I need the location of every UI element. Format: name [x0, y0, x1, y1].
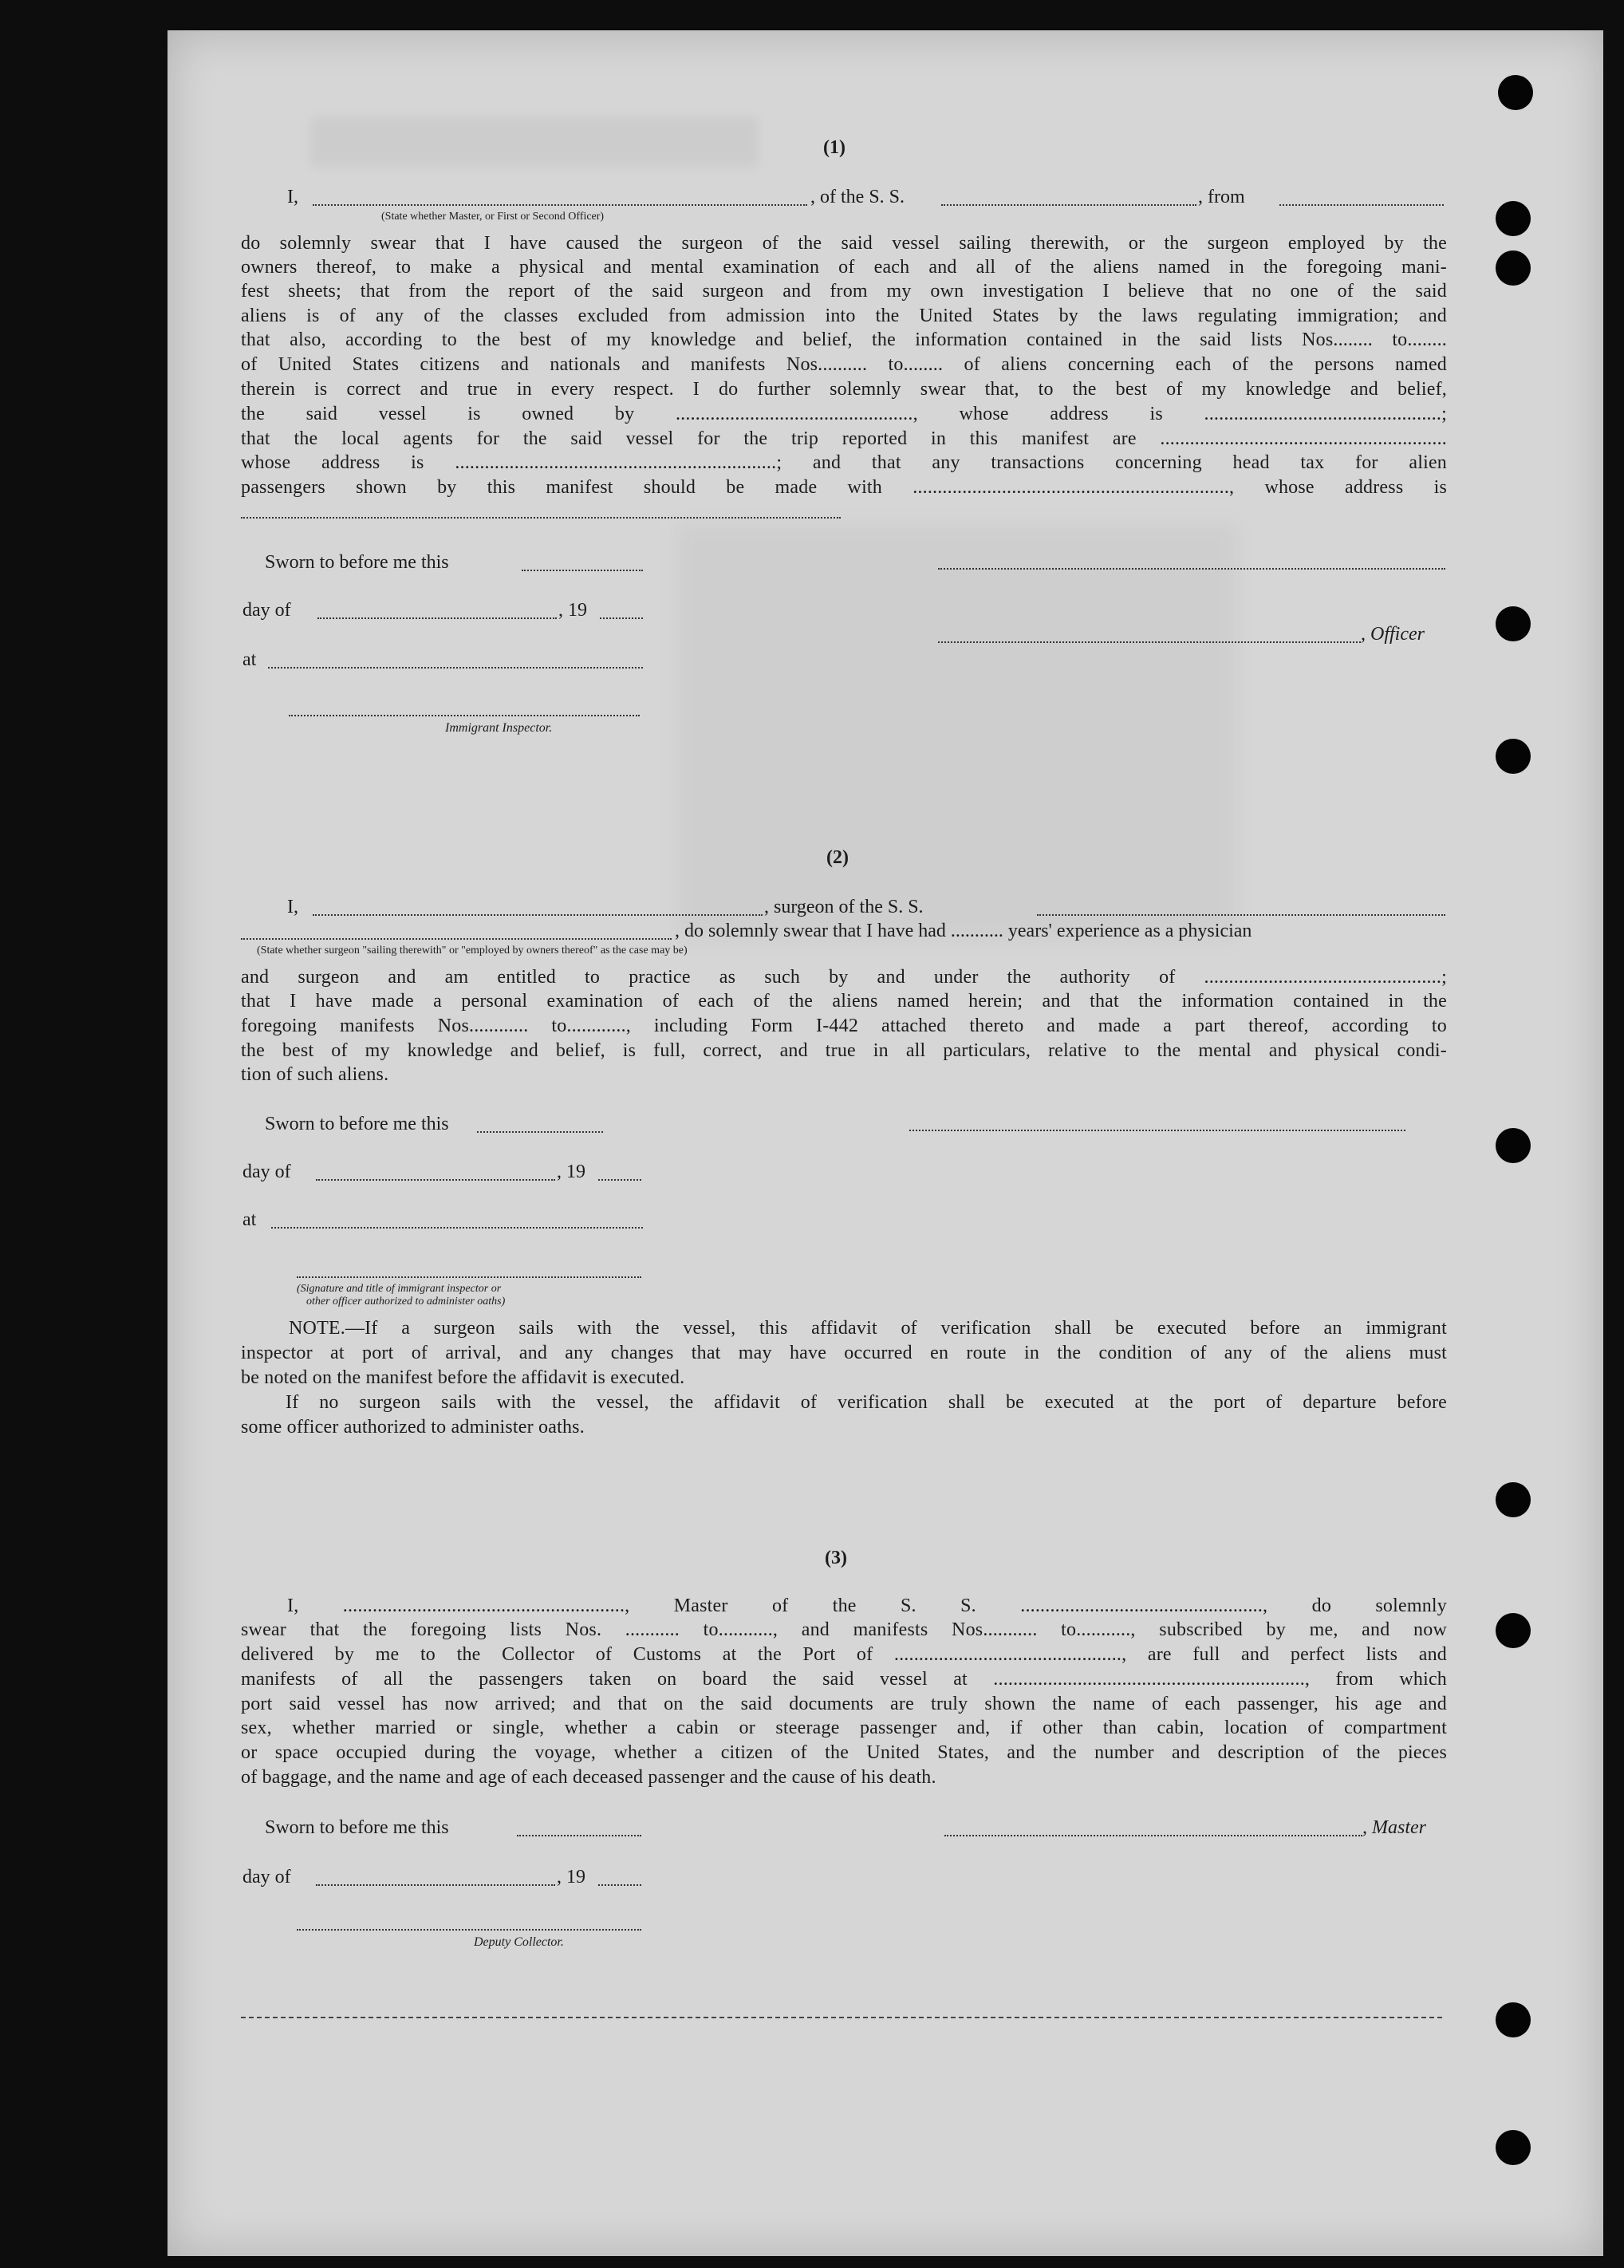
- paragraph-line: sex, whether married or single, whether a cabin or steerage passenger and, if other than cabin, location of compartment: [241, 1718, 1447, 1738]
- paragraph-line: of baggage, and the name and age of each deceased passenger and the cause of his death.: [241, 1767, 936, 1788]
- punch-hole: [1496, 2002, 1531, 2037]
- at-blank-1: [268, 667, 643, 669]
- day-of-blank-3: [316, 1884, 555, 1886]
- paragraph-line: that also, according to the best of my knowledge and belief, the information contained in the said lists Nos........ to........: [241, 329, 1447, 350]
- year-label-3: , 19: [557, 1867, 585, 1887]
- officer-signature-blank: [938, 568, 1445, 570]
- master-label: , Master: [1362, 1817, 1426, 1838]
- day-of-blank-1: [317, 617, 557, 619]
- paragraph-line: or space occupied during the voyage, whether a citizen of the United States, and the number and description of the pieces: [241, 1742, 1447, 1763]
- punch-hole: [1496, 1128, 1531, 1163]
- sworn-date-blank-2: [477, 1131, 603, 1133]
- section-2-surgeon-of-ss: , surgeon of the S. S.: [764, 897, 924, 917]
- deputy-collector-caption: Deputy Collector.: [474, 1935, 564, 1949]
- section-1-of-ss: , of the S. S.: [810, 187, 905, 207]
- note-line: NOTE.—If a surgeon sails with the vessel, this affidavit of verification shall be executed before an immigrant: [289, 1318, 1447, 1339]
- signature-caption-line-1: (Signature and title of immigrant inspector or: [297, 1283, 502, 1295]
- punch-hole: [1496, 2130, 1531, 2165]
- day-of-label-1: day of: [242, 600, 291, 621]
- section-2-i: I,: [287, 897, 298, 917]
- note-line: If no surgeon sails with the vessel, the affidavit of verification shall be executed at the port of departure before: [286, 1392, 1447, 1413]
- paragraph-line: owners thereof, to make a physical and mental examination of each and all of the aliens named in the foregoing mani-: [241, 257, 1447, 278]
- paragraph-line: passengers shown by this manifest should be made with ................................................................, whose address is: [241, 477, 1447, 498]
- section-1-from: , from: [1198, 187, 1245, 207]
- paragraph-line: port said vessel has now arrived; and that on the said documents are truly shown the name of each passenger, his age and: [241, 1694, 1447, 1714]
- officer-title-blank: [938, 641, 1361, 643]
- punch-hole: [1496, 1613, 1531, 1648]
- at-blank-2: [271, 1227, 643, 1229]
- paragraph-line: of United States citizens and nationals and manifests Nos.......... to........ of aliens concerning each of the persons named: [241, 354, 1447, 375]
- punch-hole: [1496, 739, 1531, 774]
- note-line: be noted on the manifest before the affidavit is executed.: [241, 1367, 685, 1388]
- punch-hole: [1496, 250, 1531, 286]
- year-blank-1: [600, 617, 643, 619]
- surgeon-signature-blank: [909, 1130, 1405, 1131]
- paragraph-line: tion of such aliens.: [241, 1064, 389, 1085]
- bottom-rule: [241, 2017, 1442, 2018]
- paragraph-line: the said vessel is owned by ................................................, whose address is ................................................;: [241, 404, 1447, 424]
- section-1-number: (1): [823, 137, 846, 158]
- at-label-2: at: [242, 1209, 257, 1230]
- signature-caption-line-2: other officer authorized to administer oaths): [306, 1296, 506, 1308]
- punch-hole: [1498, 75, 1533, 110]
- year-blank-2: [598, 1179, 641, 1181]
- bleed-through-shading: [678, 525, 1236, 940]
- paragraph-line: manifests of all the passengers taken on board the said vessel at ..............................................................., from which: [241, 1669, 1447, 1690]
- year-label-2: , 19: [557, 1162, 585, 1182]
- paragraph-line: do solemnly swear that I have caused the surgeon of the said vessel sailing therewith, or the surgeon employed by the: [241, 233, 1447, 254]
- sworn-date-blank-1: [522, 570, 643, 571]
- sworn-label-3: Sworn to before me this: [265, 1817, 449, 1838]
- sworn-label-1: Sworn to before me this: [265, 552, 449, 573]
- inspector-signature-blank-1: [289, 715, 640, 716]
- officer-label: , Officer: [1361, 624, 1425, 645]
- deputy-collector-signature-blank: [297, 1929, 641, 1931]
- section-1-i: I,: [287, 187, 298, 207]
- paragraph-line: fest sheets; that from the report of the said surgeon and from my own investigation I believe that no one of the said: [241, 281, 1447, 302]
- section-3-first-line: I, ........................................................., Master of the S. S. ................................................., do solemnly: [287, 1595, 1447, 1616]
- year-blank-3: [598, 1884, 641, 1886]
- surgeon-status-note: (State whether surgeon "sailing therewith" or "employed by owners thereof" as the case may be): [257, 945, 688, 957]
- paragraph-line: that I have made a personal examination of each of the aliens named herein; and that the information contained in the: [241, 991, 1447, 1012]
- paragraph-line: and surgeon and am entitled to practice as such by and under the authority of ................................................;: [241, 967, 1447, 988]
- bleed-through-shading: [311, 118, 758, 166]
- paragraph-line: foregoing manifests Nos............ to............, including Form I-442 attached thereto and made a part thereof, according to: [241, 1016, 1447, 1036]
- paragraph-line: delivered by me to the Collector of Customs at the Port of .............................................., are full and perfect lists and: [241, 1644, 1447, 1665]
- sworn-date-blank-3: [517, 1835, 641, 1836]
- day-of-label-2: day of: [242, 1162, 291, 1182]
- from-port-blank: [1279, 204, 1444, 206]
- punch-hole: [1496, 201, 1531, 236]
- section-2-experience-line: , do solemnly swear that I have had ........... years' experience as a physician: [675, 921, 1252, 941]
- section-2-vessel-blank: [1037, 914, 1445, 916]
- note-line: inspector at port of arrival, and any changes that may have occurred en route in the condition of any of the aliens must: [241, 1343, 1447, 1363]
- surgeon-name-blank: [313, 914, 763, 916]
- officer-rank-note: (State whether Master, or First or Second Officer): [381, 211, 605, 223]
- section-2-number: (2): [826, 847, 849, 868]
- day-of-blank-2: [316, 1179, 555, 1181]
- immigrant-inspector-caption: Immigrant Inspector.: [445, 721, 553, 735]
- paragraph-line: that the local agents for the said vessel for the trip reported in this manifest are ..........................................................: [241, 428, 1447, 449]
- paragraph-line: swear that the foregoing lists Nos. ........... to..........., and manifests Nos........... to..........., subscribed by me, and now: [241, 1619, 1447, 1640]
- paragraph-line: whose address is .................................................................; and that any transactions concerning head tax for alien: [241, 452, 1447, 473]
- note-line: some officer authorized to administer oaths.: [241, 1417, 585, 1438]
- section-3-number: (3): [825, 1548, 847, 1568]
- paragraph-line: the best of my knowledge and belief, is full, correct, and true in all particulars, relative to the mental and physical condi-: [241, 1040, 1447, 1061]
- paragraph-line: aliens is of any of the classes excluded from admission into the United States by the laws regulating immigration; and: [241, 306, 1447, 326]
- officer-name-blank: [313, 204, 807, 206]
- paragraph-line: therein is correct and true in every respect. I do further solemnly swear that, to the best of my knowledge and belief,: [241, 379, 1447, 400]
- punch-hole: [1496, 606, 1531, 641]
- year-label-1: , 19: [558, 600, 587, 621]
- at-label-1: at: [242, 649, 257, 670]
- inspector-signature-blank-2: [297, 1276, 641, 1278]
- day-of-label-3: day of: [242, 1867, 291, 1887]
- master-signature-blank: [944, 1835, 1362, 1836]
- address-continuation-blank: [241, 517, 841, 519]
- punch-hole: [1496, 1482, 1531, 1517]
- vessel-name-blank: [941, 204, 1196, 206]
- surgeon-status-blank: [241, 938, 672, 940]
- sworn-label-2: Sworn to before me this: [265, 1114, 449, 1134]
